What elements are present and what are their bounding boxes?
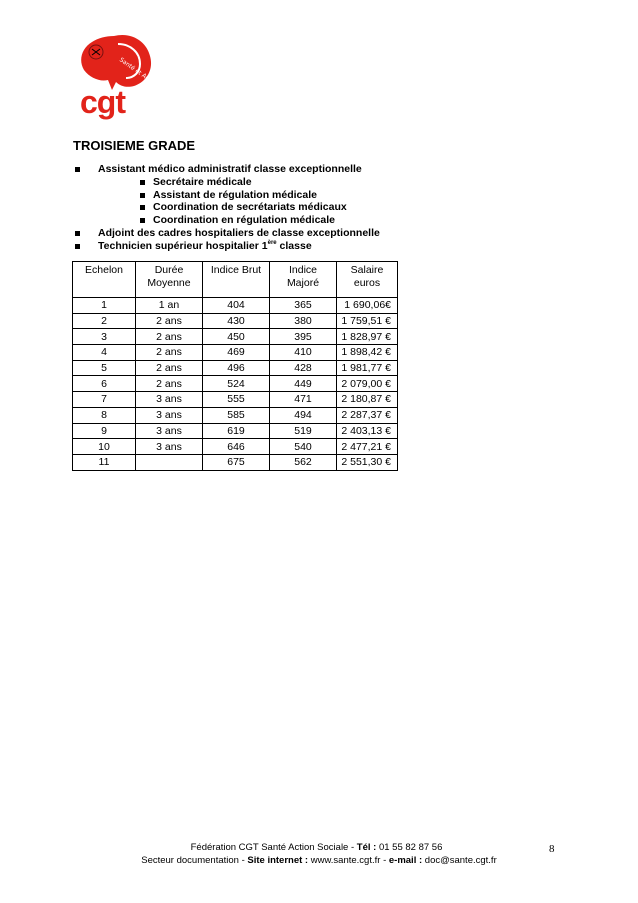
- table-cell: 6: [73, 376, 136, 392]
- header-indice-brut: Indice Brut: [203, 262, 270, 298]
- sub-list-item: [121, 189, 380, 202]
- table-cell: 540: [270, 439, 337, 455]
- table-cell: 395: [270, 329, 337, 345]
- table-cell: 519: [270, 423, 337, 439]
- list-item-label: Adjoint des cadres hospitaliers de classe exceptionnelle: [98, 226, 380, 239]
- table-cell: 2 551,30 €: [337, 454, 398, 470]
- table-cell: 2 079,00 €: [337, 376, 398, 392]
- table-cell: 404: [203, 298, 270, 314]
- sub-list: [98, 176, 380, 227]
- table-row: [73, 345, 398, 361]
- table-cell: 619: [203, 423, 270, 439]
- sub-list-item: [121, 214, 380, 227]
- sub-list-item-label: Coordination en régulation médicale: [153, 214, 336, 227]
- page-number: 8: [549, 843, 555, 855]
- footer-line-2: Secteur documentation - Site internet : www.sante.cgt.fr - e-mail : doc@sante.cgt.fr: [141, 855, 497, 866]
- table-cell: 1 981,77 €: [337, 360, 398, 376]
- table-cell: 555: [203, 392, 270, 408]
- table-cell: 1 828,97 €: [337, 329, 398, 345]
- table-cell: 2 180,87 €: [337, 392, 398, 408]
- sub-list-item: [121, 176, 380, 189]
- table-cell: 365: [270, 298, 337, 314]
- table-cell: 428: [270, 360, 337, 376]
- sub-list-item-label: Coordination de secrétariats médicaux: [153, 201, 347, 214]
- table-cell: 675: [203, 454, 270, 470]
- square-bullet-icon: [140, 180, 145, 185]
- table-cell: 646: [203, 439, 270, 455]
- table-cell: [136, 454, 203, 470]
- grade-list: [73, 163, 380, 253]
- table-cell: 2 403,13 €: [337, 423, 398, 439]
- table-cell: 2 ans: [136, 345, 203, 361]
- table-cell: 496: [203, 360, 270, 376]
- square-bullet-icon: [140, 218, 145, 223]
- sub-list-item: [121, 201, 380, 214]
- page-footer: [0, 841, 638, 867]
- table-cell: 2: [73, 313, 136, 329]
- table-cell: 3 ans: [136, 439, 203, 455]
- table-cell: 3: [73, 329, 136, 345]
- list-item-label-pre: Technicien supérieur hospitalier 1: [98, 239, 268, 252]
- list-item-label: Assistant médico administratif classe exceptionnelle: [98, 163, 362, 175]
- table-cell: 2 287,37 €: [337, 407, 398, 423]
- square-bullet-icon: [140, 193, 145, 198]
- table-cell: 471: [270, 392, 337, 408]
- table-cell: 11: [73, 454, 136, 470]
- table-cell: 3 ans: [136, 392, 203, 408]
- list-item: [73, 227, 380, 240]
- table-cell: 1: [73, 298, 136, 314]
- table-cell: 2 ans: [136, 313, 203, 329]
- table-cell: 1 690,06€: [337, 298, 398, 314]
- table-cell: 494: [270, 407, 337, 423]
- table-cell: 2 ans: [136, 376, 203, 392]
- table-row: [73, 376, 398, 392]
- table-row: [73, 392, 398, 408]
- table-cell: 1 759,51 €: [337, 313, 398, 329]
- square-bullet-icon: [75, 244, 80, 249]
- square-bullet-icon: [140, 205, 145, 210]
- header-salaire: Salaire euros: [337, 262, 398, 298]
- table-cell: 2 477,21 €: [337, 439, 398, 455]
- table-cell: 524: [203, 376, 270, 392]
- table-cell: 3 ans: [136, 407, 203, 423]
- table-row: [73, 313, 398, 329]
- table-body: [73, 298, 398, 471]
- table-row: [73, 423, 398, 439]
- sub-list-item-label: Assistant de régulation médicale: [153, 188, 317, 201]
- footer-line-1: Fédération CGT Santé Action Sociale - Tél : 01 55 82 87 56: [190, 842, 443, 853]
- table-cell: 585: [203, 407, 270, 423]
- list-item: [73, 240, 380, 253]
- table-cell: 1 an: [136, 298, 203, 314]
- sub-list-item-label: Secrétaire médicale: [153, 175, 252, 188]
- list-item: [73, 163, 380, 227]
- table-row: [73, 329, 398, 345]
- table-cell: 10: [73, 439, 136, 455]
- table-cell: 450: [203, 329, 270, 345]
- list-item-label-sup: ère: [267, 239, 277, 246]
- table-cell: 562: [270, 454, 337, 470]
- table-cell: 3 ans: [136, 423, 203, 439]
- list-item-label-post: classe: [276, 239, 312, 252]
- salary-table: [72, 261, 398, 471]
- table-cell: 5: [73, 360, 136, 376]
- table-cell: 7: [73, 392, 136, 408]
- table-row: [73, 439, 398, 455]
- logo-brand-text: cgt: [80, 84, 125, 120]
- table-row: [73, 454, 398, 470]
- table-cell: 2 ans: [136, 360, 203, 376]
- table-cell: 2 ans: [136, 329, 203, 345]
- section-title: TROISIEME GRADE: [73, 138, 196, 153]
- table-header-row: [73, 262, 398, 298]
- table-cell: 469: [203, 345, 270, 361]
- header-indice-majore: Indice Majoré: [270, 262, 337, 298]
- table-row: [73, 407, 398, 423]
- table-cell: 410: [270, 345, 337, 361]
- square-bullet-icon: [75, 167, 80, 172]
- header-echelon: Echelon: [73, 262, 136, 298]
- table-row: [73, 298, 398, 314]
- header-duree: Durée Moyenne: [136, 262, 203, 298]
- table-cell: 9: [73, 423, 136, 439]
- table-cell: 380: [270, 313, 337, 329]
- table-cell: 8: [73, 407, 136, 423]
- logo-tagline: Santé et Action Sociale: [117, 56, 179, 102]
- table-cell: 4: [73, 345, 136, 361]
- square-bullet-icon: [75, 231, 80, 236]
- table-row: [73, 360, 398, 376]
- table-cell: 1 898,42 €: [337, 345, 398, 361]
- table-cell: 449: [270, 376, 337, 392]
- table-cell: 430: [203, 313, 270, 329]
